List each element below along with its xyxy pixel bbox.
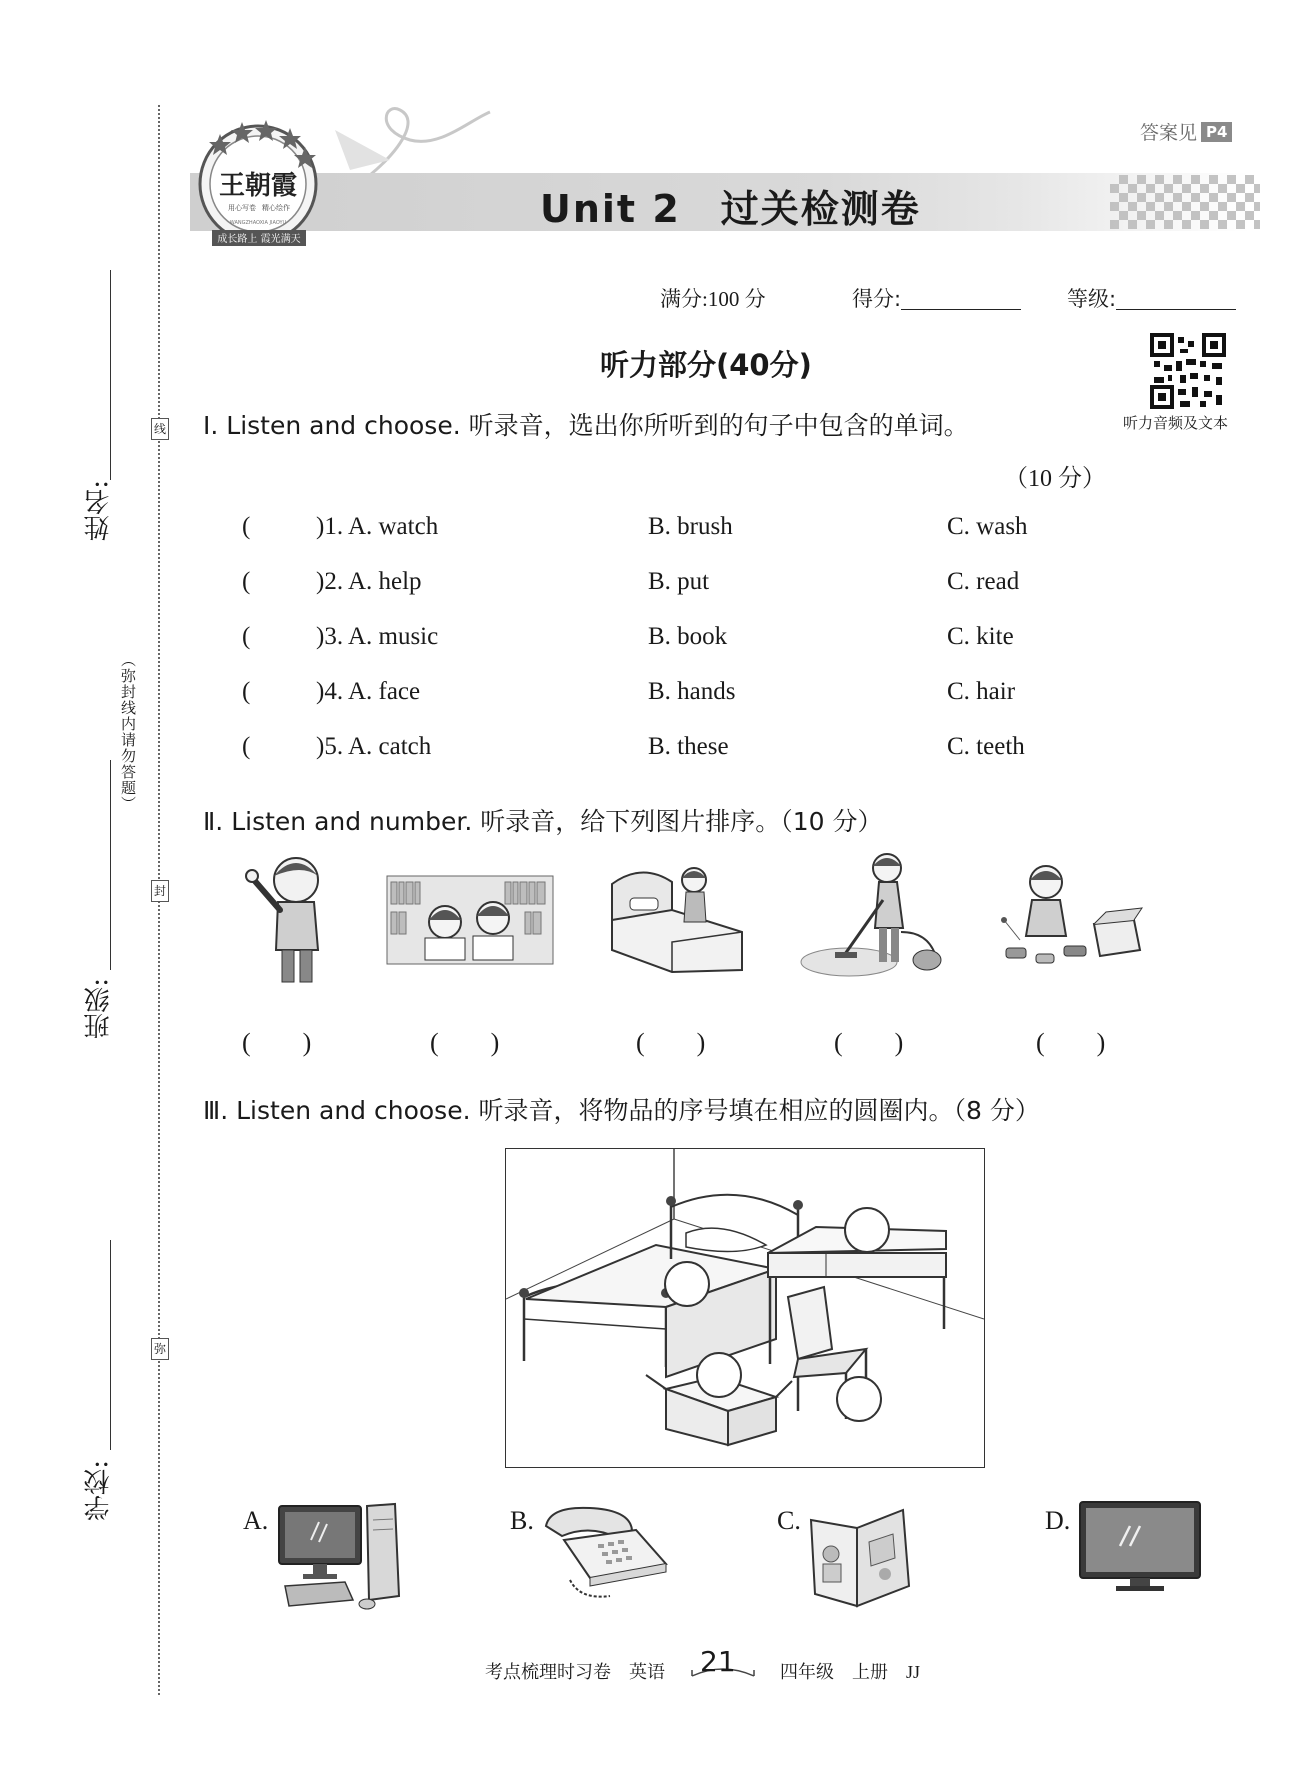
footer-series: 考点梳理时习卷 英语: [485, 1662, 665, 1682]
publisher-logo: [190, 112, 330, 252]
answer-ref-label: 答案见: [1140, 122, 1198, 144]
grade-label: 等级:: [1067, 287, 1117, 311]
q4-option-b: B. hands: [648, 678, 736, 705]
score-label: 得分:: [852, 287, 902, 311]
page-number: 21: [700, 1645, 736, 1678]
page-title: Unit 2 过关检测卷: [540, 187, 921, 231]
listening-heading: 听力部分(40分): [600, 348, 812, 382]
seal-mark-mi: 弥: [151, 1338, 169, 1360]
bedroom-illustration: [506, 1149, 984, 1467]
part2-answer-5[interactable]: ( ): [1036, 1028, 1106, 1057]
q2-option-a: )2. A. help: [316, 568, 422, 595]
q2-option-c: C. read: [947, 568, 1020, 595]
part2-answer-1[interactable]: ( ): [242, 1028, 312, 1057]
telephone-icon: [540, 1500, 670, 1610]
q5-option-c: C. teeth: [947, 733, 1025, 760]
q1-option-c: C. wash: [947, 513, 1028, 540]
girl-vacuuming-picture: [797, 850, 947, 985]
answer-reference: [1140, 118, 1232, 145]
boy-playing-toys-picture: [996, 860, 1146, 975]
part2-title: Ⅱ. Listen and number. 听录音，给下列图片排序。（10 分）: [203, 807, 883, 836]
item-d-letter: D.: [1045, 1506, 1071, 1535]
q3-option-b: B. book: [648, 623, 728, 650]
part2-answer-2[interactable]: ( ): [430, 1028, 500, 1057]
answer-page-tag: P4: [1201, 122, 1232, 142]
q5-option-a: )5. A. catch: [316, 733, 432, 760]
part1-title: Ⅰ. Listen and choose. 听录音，选出你所听到的句子中包含的单词。: [203, 411, 969, 440]
item-c-letter: C.: [777, 1506, 801, 1535]
school-blank[interactable]: [110, 1240, 111, 1450]
name-label: 姓名:: [84, 480, 114, 541]
q1-option-b: B. brush: [648, 513, 733, 540]
footer-grade: 四年级 上册 JJ: [780, 1662, 921, 1682]
part2-answer-3[interactable]: ( ): [636, 1028, 706, 1057]
class-label: 班级:: [84, 978, 114, 1039]
logo-ribbon: 成长路上 霞光满天: [217, 234, 301, 245]
seal-note: （弥封线内请勿答题）: [119, 652, 137, 812]
part3-title: Ⅲ. Listen and choose. 听录音，将物品的序号填在相应的圆圈内。（8 分）: [203, 1096, 1040, 1125]
q5-option-b: B. these: [648, 733, 729, 760]
checker-pattern: [1110, 175, 1260, 229]
girls-reading-picture: [385, 872, 555, 968]
full-score: 满分:100 分: [660, 287, 766, 311]
bedroom-picture: [505, 1148, 985, 1468]
ribbon-decoration: [330, 100, 500, 180]
score-blank[interactable]: [901, 287, 1021, 310]
item-a-letter: A.: [243, 1506, 269, 1535]
seal-mark-feng: 封: [151, 880, 169, 902]
logo-slogan-right: 精心绘作: [262, 204, 290, 212]
q2-option-b: B. put: [648, 568, 710, 595]
q4-option-a: )4. A. face: [316, 678, 421, 705]
logo-slogan-left: 用心写卷: [228, 204, 256, 212]
q3-option-c: C. kite: [947, 623, 1014, 650]
qr-label: 听力音频及文本: [1123, 416, 1229, 432]
logo-pinyin: WANGZHAOXIA JIAOYU: [229, 220, 287, 226]
score-field: [852, 283, 1021, 313]
monitor-tv-icon: [1078, 1500, 1204, 1596]
q4-option-c: C. hair: [947, 678, 1016, 705]
boy-making-bed-picture: [602, 860, 752, 980]
class-blank[interactable]: [110, 760, 111, 970]
q5-answer-paren[interactable]: (: [242, 733, 251, 760]
item-b-letter: B.: [510, 1506, 534, 1535]
logo-brand: 王朝霞: [218, 171, 298, 201]
boy-waving-picture: [232, 850, 342, 990]
q4-answer-paren[interactable]: (: [242, 678, 251, 705]
answer-circle-chair[interactable]: [837, 1377, 881, 1421]
answer-circle-desk[interactable]: [845, 1208, 889, 1252]
seal-mark-xian: 线: [151, 418, 169, 440]
q2-answer-paren[interactable]: (: [242, 568, 251, 595]
part2-answer-4[interactable]: ( ): [834, 1028, 904, 1057]
answer-circle-box[interactable]: [697, 1353, 741, 1397]
desktop-computer-icon: [275, 1500, 410, 1615]
q1-answer-paren[interactable]: (: [242, 513, 251, 540]
grade-field: [1067, 283, 1236, 313]
part1-points: （10 分）: [1004, 466, 1106, 492]
grade-blank[interactable]: [1116, 287, 1236, 310]
answer-circle-bed[interactable]: [665, 1262, 709, 1306]
q1-option-a: )1. A. watch: [316, 513, 439, 540]
storybook-icon: [805, 1498, 915, 1613]
q3-option-a: )3. A. music: [316, 623, 439, 650]
name-blank[interactable]: [110, 270, 111, 480]
qr-code-icon[interactable]: [1150, 333, 1226, 409]
school-label: 学校:: [84, 1460, 114, 1521]
q3-answer-paren[interactable]: (: [242, 623, 251, 650]
